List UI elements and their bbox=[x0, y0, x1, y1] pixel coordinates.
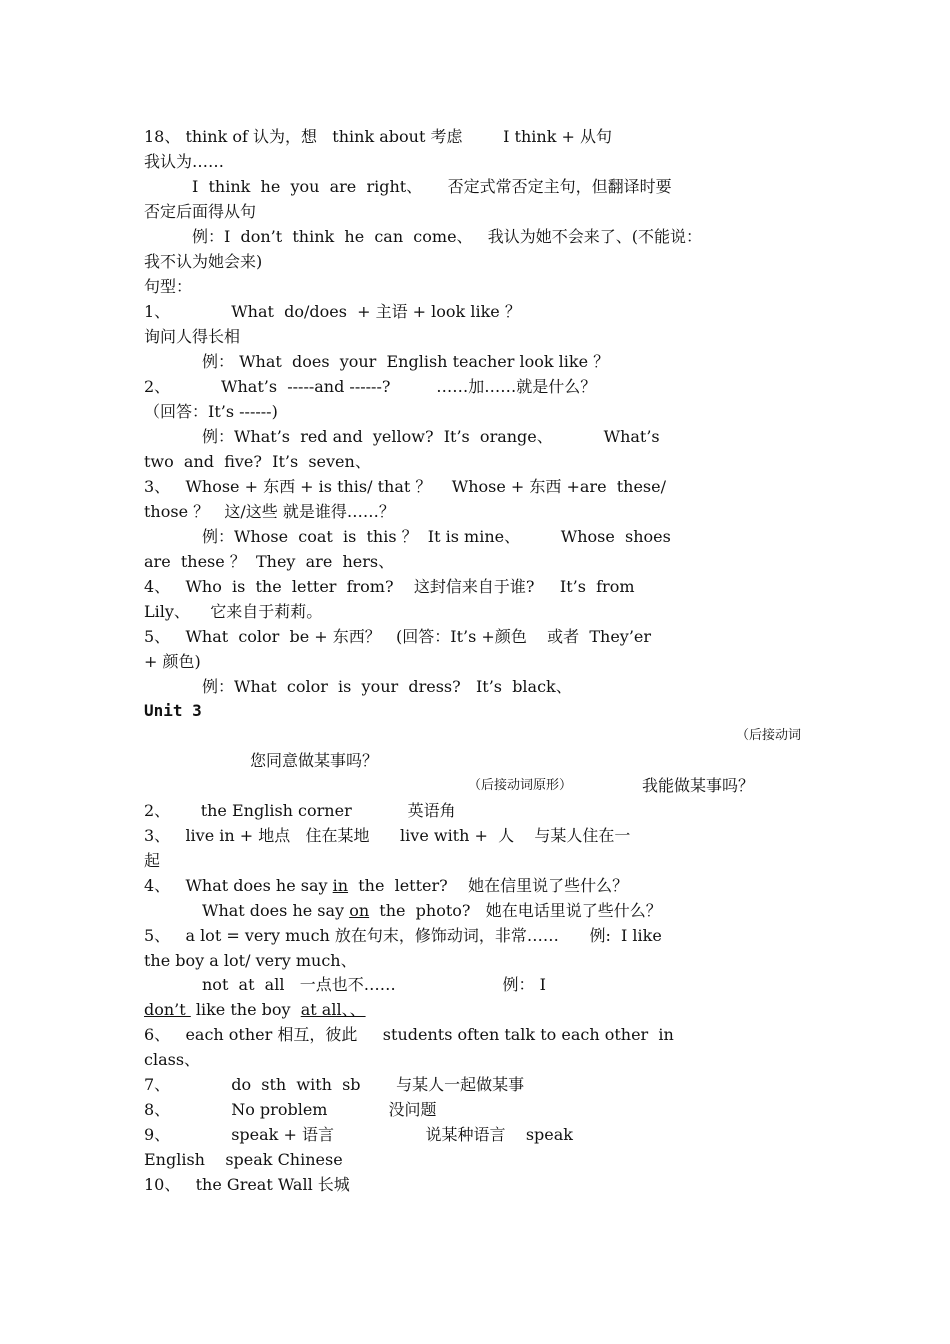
text-line bbox=[144, 724, 808, 748]
text-line: 6、 each other 相互，彼此 students often talk to each other in bbox=[144, 1025, 674, 1044]
text-line: + 颜色) bbox=[144, 652, 201, 671]
line-text: 您同意做某事吗？ bbox=[250, 751, 379, 770]
text-line bbox=[144, 998, 808, 1022]
text-line: two and five? It’s seven、 bbox=[144, 452, 371, 471]
text-line: class、 bbox=[144, 1050, 201, 1069]
text-line: 1、 What do/does + 主语 + look like ？ bbox=[144, 302, 521, 321]
text-line: 2、 the English corner 英语角 bbox=[144, 801, 456, 820]
line-text: What does he say bbox=[202, 901, 350, 920]
text-line: 3、 live in + 地点 住在某地 live with + 人 与某人住在一 bbox=[144, 826, 631, 845]
line-text: 4、 What does he say bbox=[144, 876, 333, 895]
line-text: like the boy bbox=[190, 1000, 301, 1019]
line-text: the photo? 她在电话里说了些什么？ bbox=[369, 901, 662, 920]
text-line: 起 bbox=[144, 851, 161, 870]
text-line: 2、 What’s -----and ------? ……加……就是什么？ bbox=[144, 377, 597, 396]
text-line: 5、 a lot = very much 放在句末，修饰动词，非常…… 例: I like bbox=[144, 926, 662, 945]
text-line bbox=[144, 874, 808, 898]
unit-heading: Unit 3 bbox=[144, 701, 202, 720]
line-text: the letter? 她在信里说了些什么？ bbox=[348, 876, 629, 895]
note-text: （后接动词原形） bbox=[468, 778, 573, 793]
note-text: （后接动词 bbox=[736, 728, 802, 743]
text-line: those ？ 这/这些 就是谁得……？ bbox=[144, 502, 395, 521]
text-line: 9、 speak + 语言 说某种语言 speak bbox=[144, 1125, 573, 1144]
text-line: （回答：It’s ------) bbox=[144, 402, 278, 421]
text-line: 3、 Whose + 东西 + is this/ that ？ Whose + 东西 +are these/ bbox=[144, 477, 666, 496]
text-line: 例：Whose coat is this ？ It is mine、 Whose shoes bbox=[202, 527, 671, 546]
text-line: I think he you are right、 否定式常否定主句，但翻译时要 bbox=[192, 177, 672, 196]
underlined-word: at all、、 bbox=[300, 1000, 366, 1019]
underlined-word: don’t bbox=[144, 1000, 191, 1019]
text-line: 例：What’s red and yellow? It’s orange、 What’s bbox=[202, 427, 660, 446]
text-line: English speak Chinese bbox=[144, 1150, 343, 1169]
text-line: 7、 do sth with sb 与某人一起做某事 bbox=[144, 1075, 525, 1094]
text-line: 例： What does your English teacher look like ？ bbox=[202, 352, 610, 371]
text-line: 4、 Who is the letter from? 这封信来自于谁? It’s from bbox=[144, 577, 635, 596]
text-line: Lily、 它来自于莉莉。 bbox=[144, 602, 323, 621]
text-line: 18、 think of 认为，想 think about 考虑 I think + 从句 bbox=[144, 127, 612, 146]
text-line: 例：What color is your dress? It’s black、 bbox=[202, 677, 572, 696]
underlined-word: on bbox=[349, 901, 370, 920]
text-line: not at all 一点也不…… 例： I bbox=[202, 975, 546, 994]
text-line: 5、 What color be + 东西？ (回答：It’s +颜色 或者 They’er bbox=[144, 627, 652, 646]
section-label: 句型： bbox=[144, 277, 193, 296]
text-line: 8、 No problem 没问题 bbox=[144, 1100, 437, 1119]
text-line: 我认为…… bbox=[144, 152, 225, 171]
text-line: 我不认为她会来) bbox=[144, 252, 263, 271]
text-line bbox=[202, 899, 808, 923]
text-line: 询问人得长相 bbox=[144, 327, 241, 346]
text-line bbox=[202, 774, 808, 798]
text-line bbox=[144, 749, 808, 773]
text-line: the boy a lot/ very much、 bbox=[144, 951, 357, 970]
text-line: 否定后面得从句 bbox=[144, 202, 257, 221]
text-line: are these ？ They are hers、 bbox=[144, 552, 395, 571]
line-text: 我能做某事吗？ bbox=[642, 776, 755, 795]
text-line: 例：I don’t think he can come、 我认为她不会来了、(不能说： bbox=[192, 227, 703, 246]
text-line: 10、 the Great Wall 长城 bbox=[144, 1175, 350, 1194]
underlined-word: in bbox=[332, 876, 349, 895]
